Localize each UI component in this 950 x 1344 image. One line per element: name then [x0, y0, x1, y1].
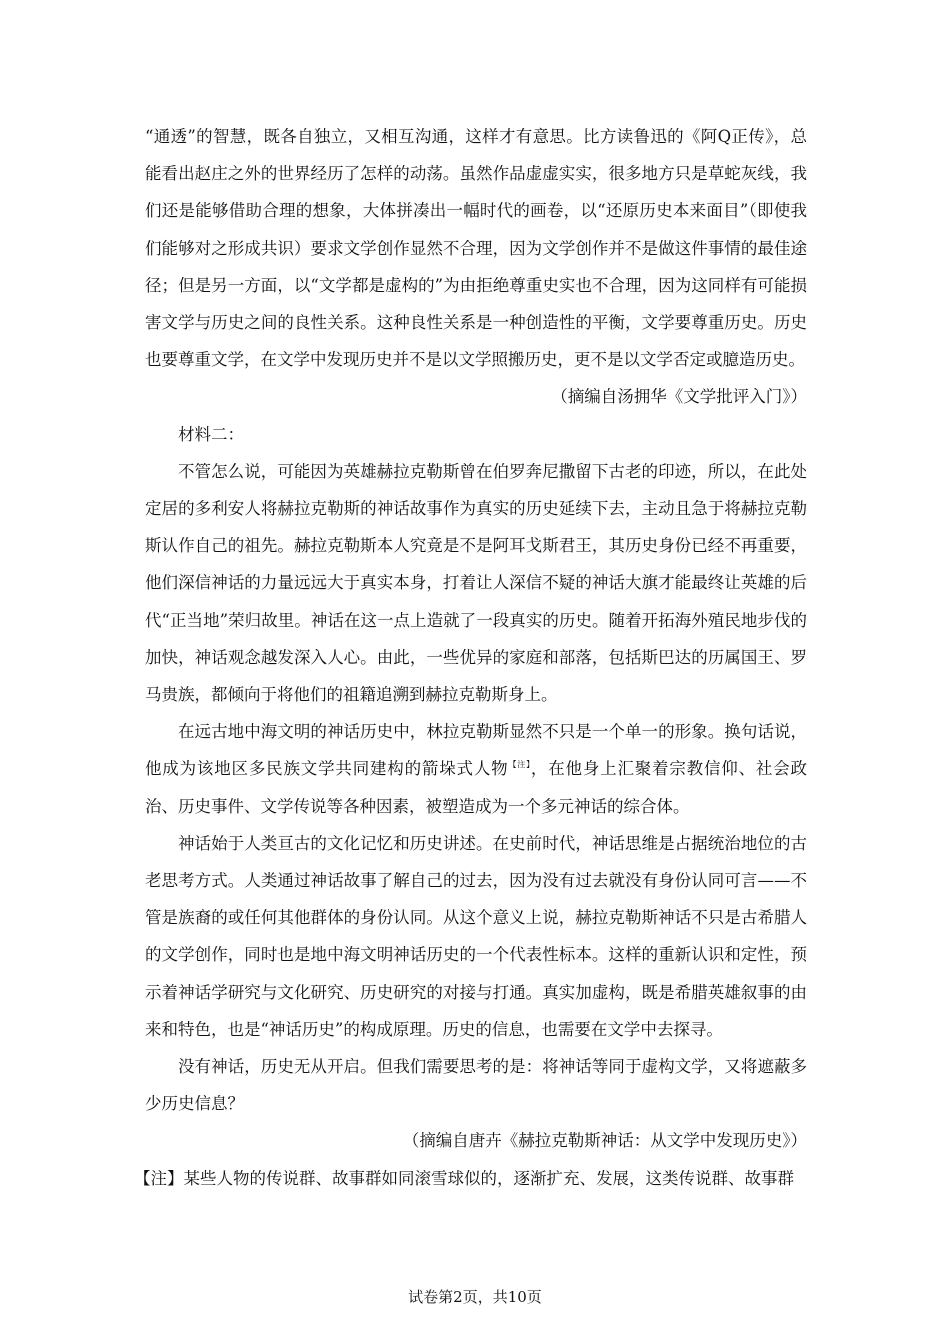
material1-source: （摘编自汤拥华《文学批评入门》）	[551, 387, 807, 407]
page-footer: 试卷第2页，共10页	[408, 1288, 542, 1306]
material2-paragraph-2	[145, 713, 807, 825]
material2-paragraph-1: 不管怎么说，可能因为英雄赫拉克勒斯曾在伯罗奔尼撒留下古老的印迹，所以，在此处定居的多利安人将赫拉克勒斯的神话故事作为真实的历史延续下去，主动且急于将赫拉克勒斯认作自己的祖先。赫拉克勒斯本人究竟是不是阿耳戈斯君王，其历史身份已经不再重要，他们深信神话的力量远远大于真实本身，打着让人深信不疑的神话大旗才能最终让英雄的后代“正当地”荣归故里。神话在这一点上造就了一段真实的历史。随着开拓海外殖民地步伐的加快，神话观念越发深入人心。由此，一些优异的家庭和部落，包括斯巴达的历属国王、罗马贵族，都倾向于将他们的祖籍追溯到赫拉克勒斯身上。	[145, 461, 807, 705]
material2-source: （摘编自唐卉《赫拉克勒斯神话：从文学中发现历史》）	[402, 1131, 807, 1151]
footnote-tag: 【注】	[134, 1168, 184, 1188]
document-body	[134, 118, 808, 1197]
material1-paragraph: “通透”的智慧，既各自独立，又相互沟通，这样才有意思。比方读鲁迅的《阿Q正传》，总能看出赵庄之外的世界经历了怎样的动荡。虽然作品虚虚实实，很多地方只是草蛇灰线，我们还是能够借助合理的想象，大体拼凑出一幅时代的画卷，以“还原历史本来面目”（即使我们能够对之形成共识）要求文学创作显然不合理，因为文学创作并不是做这件事情的最佳途径；但是另一方面，以“文学都是虚构的”为由拒绝尊重史实也不合理，因为这同样有可能损害文学与历史之间的良性关系。这种良性关系是一种创造性的平衡，文学要尊重历史。历史也要尊重文学，在文学中发现历史并不是以文学照搬历史，更不是以文学否定或臆造历史。	[145, 127, 807, 370]
material2-paragraph-2-text-a: 在远古地中海文明的神话历史中，林拉克勒斯显然不只是一个单一的形象。换句话说，他成为该地区多民族文学共同建构的箭垛式人物	[145, 722, 807, 779]
material2-heading: 材料二：	[178, 424, 244, 444]
material2-paragraph-2-text-b: ，在他身上汇聚着宗教信仰、社会政治、历史事件、文学传说等各种因素，被塑造成为一个多元神话的综合体。	[145, 759, 808, 816]
footnote-text: 某些人物的传说群、故事群如同滚雪球似的，逐渐扩充、发展，这类传说群、故事群	[183, 1168, 794, 1188]
material2-paragraph-4: 没有神话，历史无从开启。但我们需要思考的是：将神话等同于虚构文学，又将遮蔽多少历史信息？	[145, 1057, 807, 1114]
material2-paragraph-3: 神话始于人类亘古的文化记忆和历史讲述。在史前时代，神话思维是占据统治地位的古老思考方式。人类通过神话故事了解自己的过去，因为没有过去就没有身份认同可言——不管是族裔的或任何其他群体的身份认同。从这个意义上说，赫拉克勒斯神话不只是古希腊人的文学创作，同时也是地中海文明神话历史的一个代表性标本。这样的重新认识和定性，预示着神话学研究与文化研究、历史研究的对接与打通。真实加虚构，既是希腊英雄叙事的由来和特色，也是“神话历史”的构成原理。历史的信息，也需要在文学中去探寻。	[145, 833, 807, 1039]
note-reference-marker: 【注】	[508, 760, 531, 770]
footnote	[134, 1160, 807, 1197]
